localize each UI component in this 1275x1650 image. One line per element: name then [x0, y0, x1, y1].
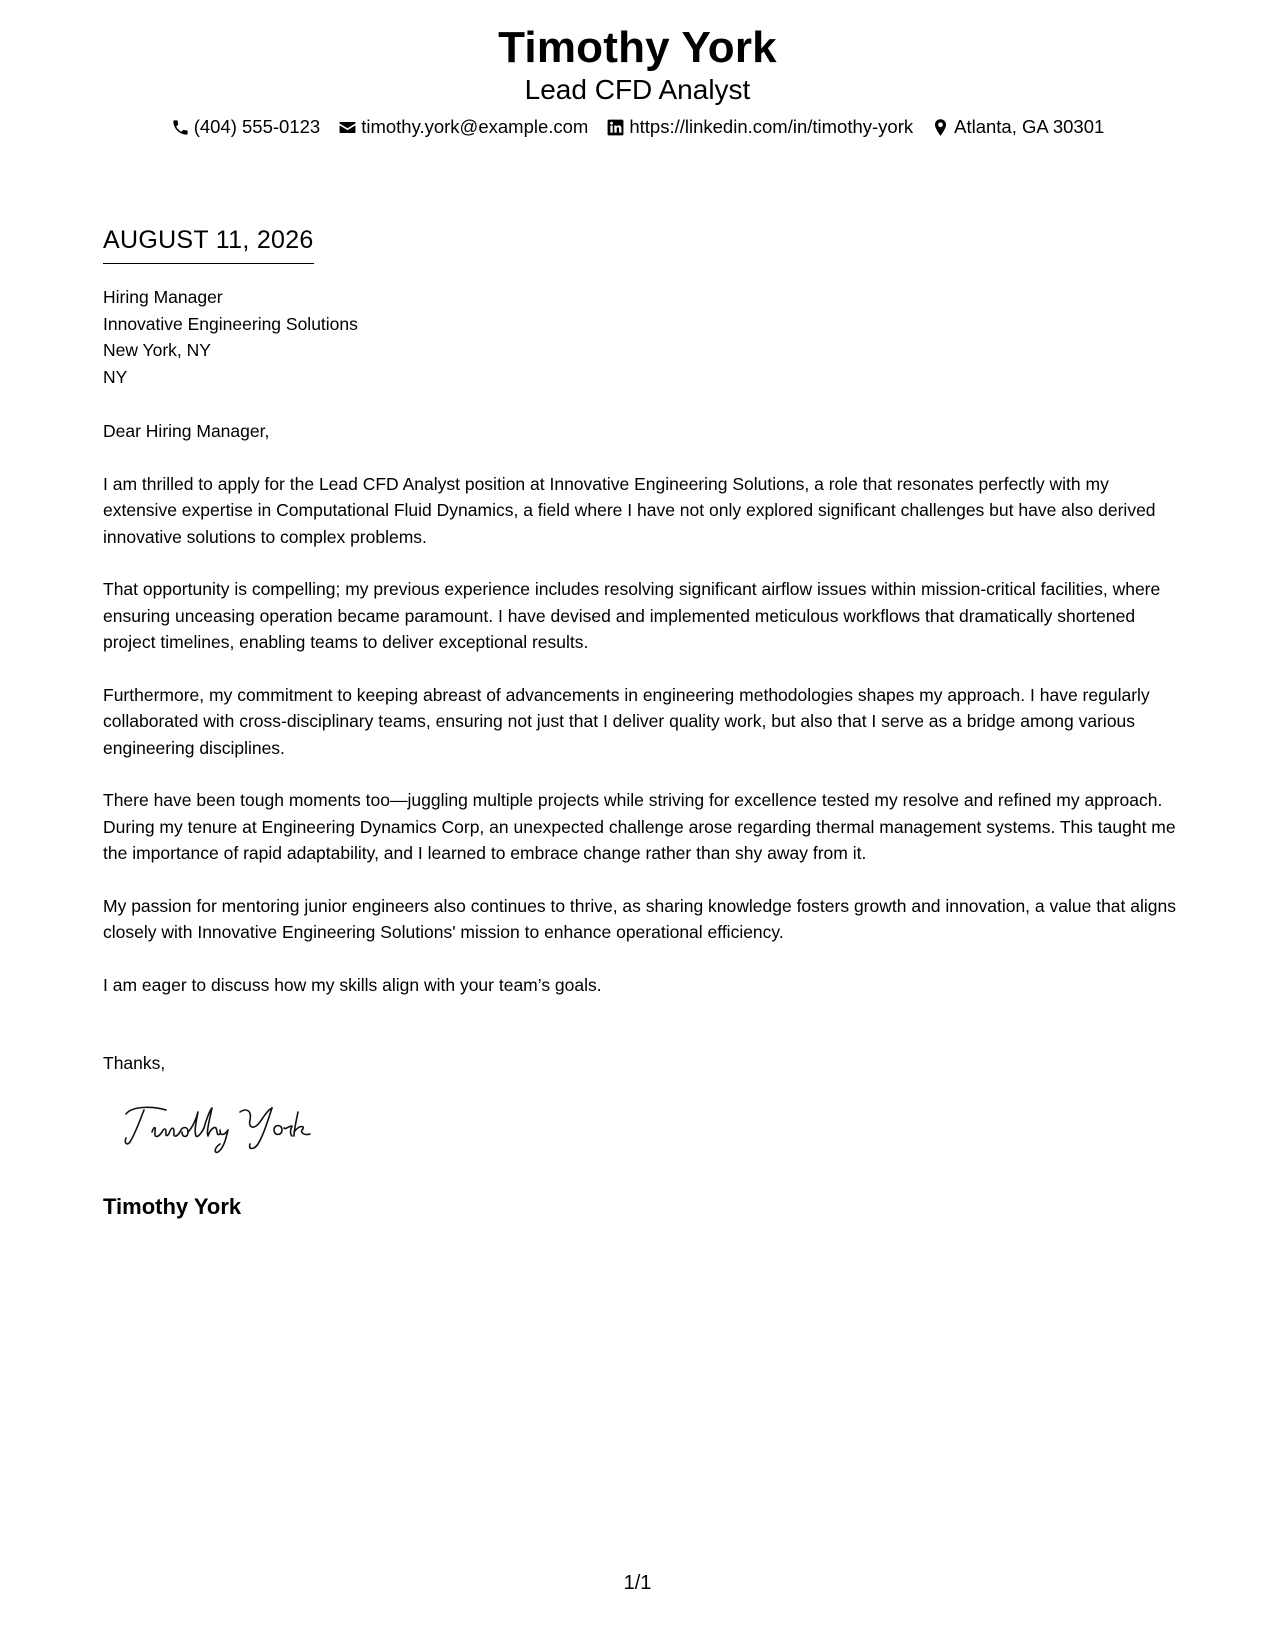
signer-name: Timothy York [103, 1194, 242, 1219]
map-marker-icon [931, 118, 950, 137]
contact-location [931, 114, 1104, 140]
applicant-title: Lead CFD Analyst [524, 74, 751, 105]
body-paragraph: There have been tough moments too—juggling multiple projects while striving for excellence tested my resolve and refined my approach. During my tenure at Engineering Dynamics Corp, an unexpected challenge arose regarding thermal management systems. This taught me the importance of rapid adaptability, and I learned to embrace change rather than shy away from it. [103, 790, 1176, 863]
contact-linkedin [606, 114, 913, 140]
contact-row [0, 114, 1275, 140]
applicant-name: Timothy York [498, 23, 777, 72]
page-number: 1/1 [623, 1572, 652, 1594]
letter-date: AUGUST 11, 2026 [103, 223, 314, 264]
date-block [103, 223, 314, 264]
recipient-line: New York, NY [103, 340, 211, 360]
body-paragraph: Furthermore, my commitment to keeping abreast of advancements in engineering methodologies shapes my approach. I have regularly collaborated with cross-disciplinary teams, ensuring not just that I deliver quality work, but also that I serve as a bridge among various engineering disciplines. [103, 684, 1150, 758]
location-text: Atlanta, GA 30301 [954, 116, 1105, 137]
handwritten-signature [122, 1098, 352, 1158]
recipient-line: Innovative Engineering Solutions [103, 313, 358, 334]
salutation: Dear Hiring Manager, [103, 421, 270, 441]
body-paragraph: I am eager to discuss how my skills align with your team’s goals. [103, 974, 602, 995]
signature-drawing [122, 1098, 352, 1158]
linkedin-icon [606, 118, 625, 137]
letter-header [0, 22, 1275, 140]
recipient-line: NY [103, 366, 128, 387]
email-text: timothy.york@example.com [361, 116, 589, 137]
contact-email [338, 114, 588, 140]
contact-phone [171, 114, 321, 140]
phone-text: (404) 555-0123 [193, 116, 321, 137]
recipient-line: Hiring Manager [103, 287, 223, 307]
linkedin-text: https://linkedin.com/in/timothy-york [629, 116, 914, 137]
envelope-icon [338, 118, 357, 137]
body-paragraph: That opportunity is compelling; my previous experience includes resolving significant airflow issues within mission-critical facilities, where ensuring unceasing operation became paramount. I have devised and implemented meticulous workflows that dramatically shortened project timelines, enabling teams to deliver exceptional results. [103, 579, 1161, 652]
recipient-address [103, 284, 358, 390]
body-paragraph: I am thrilled to apply for the Lead CFD Analyst position at Innovative Engineering Solutions, a role that resonates perfectly with my extensive expertise in Computational Fluid Dynamics, a field where I have not only explored significant challenges but have also derived innovative solutions to complex problems. [103, 473, 1156, 547]
letter-body [103, 418, 1178, 1024]
phone-icon [171, 118, 190, 137]
closing: Thanks, [103, 1053, 166, 1073]
body-paragraph: My passion for mentoring junior engineers also continues to thrive, as sharing knowledge fosters growth and innovation, a value that aligns closely with Innovative Engineering Solutions' mission to enhance operational efficiency. [103, 895, 1176, 942]
